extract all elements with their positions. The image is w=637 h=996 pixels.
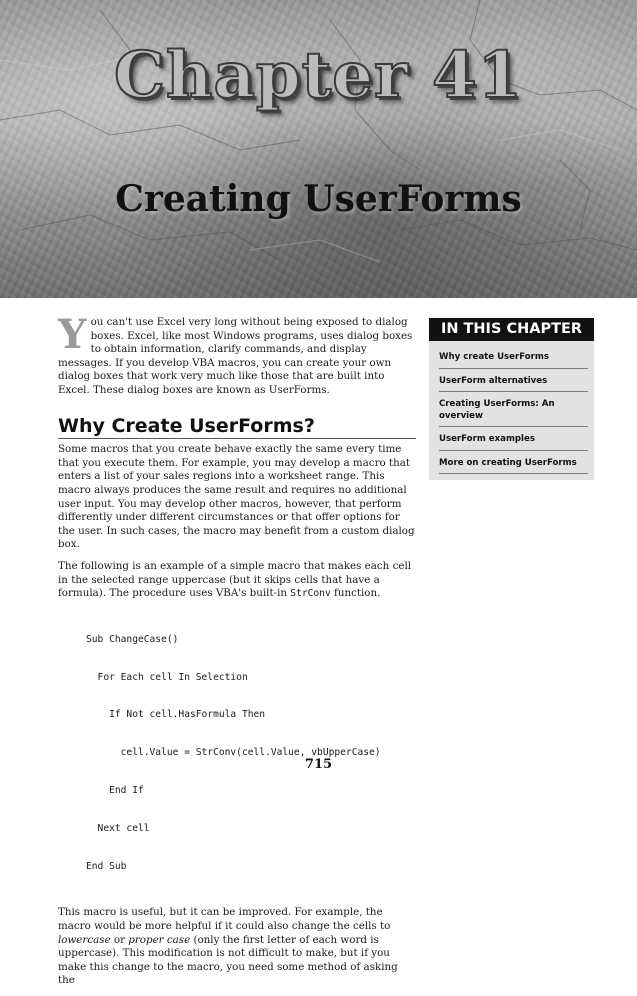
emphasis-lowercase: lowercase [58,933,111,946]
code-line: End Sub [86,860,127,872]
chapter-number: Chapter 41 [113,38,524,113]
sidebar-item: UserForm alternatives [439,369,588,393]
code-line: Next cell [86,822,150,834]
inline-code: StrConv [290,588,331,600]
sidebar-item: More on creating UserForms [439,451,588,475]
emphasis-proper-case: proper case [128,933,191,946]
page-number: 715 [304,757,333,772]
intro-text: ou can't use Excel very long without being exposed to dialog boxes. Excel, like most Windows programs, uses dialog boxes to obtain information, clarify commands, and display messages. If you develop VBA macros, you can create your own dialog boxes that work very much like those that are built into Excel. These dialog boxes are known as UserForms. [58,316,413,396]
body-paragraph-3 [58,906,416,988]
sidebar-heading: IN THIS CHAPTER [429,318,594,341]
para3-text-c: (only the first letter of each word is uppercase). This modification is not difficult to make, but if you make this change to the macro, you need some method of asking the [58,933,398,987]
body-paragraph-2 [58,560,416,601]
para3-text-a: This macro is useful, but it can be improved. For example, the macro would be more helpful if it could also change the cells to [58,906,391,932]
section-heading: Why Create UserForms? [58,420,416,440]
code-line: Sub ChangeCase() [86,633,179,645]
code-line: If Not cell.HasFormula Then [86,709,266,721]
in-this-chapter-sidebar [429,318,594,480]
intro-paragraph [58,311,416,398]
sidebar-item: UserForm examples [439,427,588,451]
drop-cap: Y [58,311,87,358]
para2-text-a: The following is an example of a simple macro that makes each cell in the selected range uppercase (but it skips cells that have a formula). The procedure uses VBA's built-in [58,559,412,600]
para2-text-b: function. [330,587,381,600]
code-line: For Each cell In Selection [86,671,248,683]
code-line: cell.Value = StrConv(cell.Value, vbUpperCase) [86,747,381,759]
code-line: End If [86,785,144,796]
para3-text-b: or [110,933,129,946]
chapter-title: Creating UserForms [115,178,522,220]
body-paragraph-1: Some macros that you create behave exactly the same every time that you execute them. For example, you may develop a macro that enters a list of your sales regions into a worksheet range. This macro always produces the same result and requires no additional user input. You may develop other macros, however, that perform differently under different circumstances or that offer options for the user. In such cases, the macro may benefit from a custom dialog box. [58,443,415,551]
sidebar-list [429,341,594,480]
sidebar-item: Why create UserForms [439,345,588,369]
main-column [58,311,416,996]
sidebar-item: Creating UserForms: An overview [439,392,588,427]
code-listing [86,609,416,899]
chapter-banner [0,0,637,298]
